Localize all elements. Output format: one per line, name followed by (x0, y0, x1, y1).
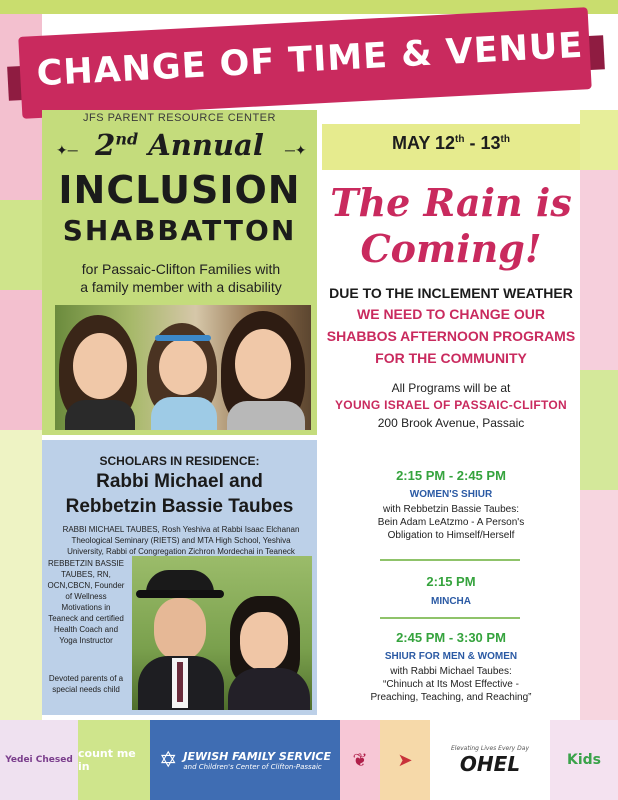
date-end: - 13 (464, 133, 501, 153)
rain-line-1: The Rain is (330, 180, 572, 225)
right-stripe-pink (580, 170, 618, 370)
rebbetzin-bio: REBBETZIN BASSIE TAUBES, RN, OCN,CBCN, Founder of Wellness Motivations in Teaneck and certified Health Coach and Yoga Instructor (47, 559, 125, 645)
yedei-logo-text: Yedei Chesed (5, 755, 73, 765)
schedule-time: 2:15 PM - 2:45 PM (396, 468, 506, 483)
sponsor-logos (0, 720, 618, 800)
scholars-photo (132, 556, 312, 710)
schedule-time: 2:45 PM - 3:30 PM (396, 630, 506, 645)
jfs-logo-text (183, 750, 331, 771)
yedei-chesed-logo (0, 720, 78, 800)
ohel-name: OHEL (459, 751, 521, 776)
ohel-tagline: Elevating Lives Every Day (450, 744, 529, 752)
banner-title: CHANGE OF TIME & VENUE (35, 25, 585, 95)
audience-line-2: a family member with a disability (80, 279, 282, 295)
count-me-in-logo (78, 720, 150, 800)
kids-logo-text: Kids (566, 752, 601, 768)
left-stripe-green (0, 200, 42, 290)
inclusion-heading: INCLUSION (58, 168, 301, 212)
rain-line-2: Coming! (360, 226, 542, 271)
venue-name: YOUNG ISRAEL OF PASSAIC-CLIFTON (335, 398, 567, 412)
devoted-parents-text: Devoted parents of a special needs child (48, 674, 124, 694)
date-start-suffix: th (455, 134, 465, 145)
date-start: MAY 12 (392, 133, 456, 153)
families-photo (55, 305, 311, 430)
schedule-desc-line: Bein Adam LeAtzmo - A Person's (377, 517, 525, 528)
schedule-divider (380, 617, 520, 619)
event-date (322, 133, 580, 154)
change-notice (318, 303, 584, 369)
schedule-description (322, 665, 580, 704)
programs-location-label: All Programs will be at (391, 381, 511, 395)
star-of-david-icon: ✡ (158, 747, 178, 773)
annual-suffix: nd (115, 129, 139, 149)
hands-icon: ❦ (352, 749, 368, 771)
organization-name: JFS PARENT RESOURCE CENTER (83, 112, 276, 124)
flourish-left-icon: ✦─ (56, 142, 78, 158)
schedule-desc-line: “Chinuch at Its Most Effective - (383, 679, 519, 690)
audience-description (50, 260, 312, 296)
rain-heading (322, 180, 580, 272)
schedule-desc-line: Preaching, Teaching, and Reaching” (370, 692, 532, 703)
schedule-title: MINCHA (431, 596, 471, 607)
count-me-in-text: count me in (78, 747, 136, 773)
ohel-logo (430, 720, 550, 800)
annual-number: 2 (95, 128, 116, 162)
arrows-logo (380, 720, 430, 800)
schedule-description (322, 503, 580, 542)
scholars-label: SCHOLARS IN RESIDENCE: (99, 454, 260, 468)
schedule-title: SHIUR FOR MEN & WOMEN (384, 651, 518, 662)
bar-logo (340, 720, 380, 800)
right-stripe-pink-bottom (580, 490, 618, 720)
schedule-desc-line: Obligation to Himself/Herself (387, 530, 515, 541)
jfs-subname: and Children's Center of Clifton-Passaic (183, 762, 322, 771)
scholar-name-line-2: Rebbetzin Bassie Taubes (65, 496, 294, 517)
schedule-divider (380, 559, 520, 561)
jfs-name: JEWISH FAMILY SERVICE (183, 749, 332, 763)
change-line-3: FOR THE COMMUNITY (375, 350, 527, 366)
weather-notice: DUE TO THE INCLEMENT WEATHER (329, 285, 573, 301)
scholar-names (42, 469, 317, 519)
venue-address: 200 Brook Avenue, Passaic (377, 416, 525, 430)
shabbaton-heading: SHABBATTON (62, 214, 297, 247)
schedule-desc-line: with Rebbetzin Bassie Taubes: (382, 504, 519, 515)
jewish-family-service-logo (150, 720, 340, 800)
schedule-title: WOMEN'S SHIUR (409, 489, 493, 500)
right-stripe-green (580, 370, 618, 490)
change-line-1: WE NEED TO CHANGE OUR (357, 306, 545, 322)
annual-word: Annual (148, 128, 264, 162)
rabbi-bio: RABBI MICHAEL TAUBES, Rosh Yeshiva at Rabbi Isaac Elchanan Theological Seminary (RIETS) and MTA High School, Yeshiva University, Rabbi of Congregation Zichron Mordechai in Teaneck (62, 525, 300, 556)
change-line-2: SHABBOS AFTERNOON PROGRAMS (326, 328, 576, 344)
flourish-right-icon: ─✦ (285, 142, 307, 158)
annual-heading (42, 128, 317, 162)
schedule-time: 2:15 PM (426, 574, 476, 589)
kids-logo (550, 720, 618, 800)
left-stripe-yellow (0, 430, 42, 720)
scholar-name-line-1: Rabbi Michael and (96, 471, 263, 492)
arrows-icon: ➤ (397, 749, 413, 771)
right-stripe-yellow (580, 110, 618, 170)
audience-line-1: for Passaic-Clifton Families with (81, 261, 281, 277)
schedule-desc-line: with Rabbi Michael Taubes: (390, 666, 512, 677)
date-end-suffix: th (500, 134, 510, 145)
